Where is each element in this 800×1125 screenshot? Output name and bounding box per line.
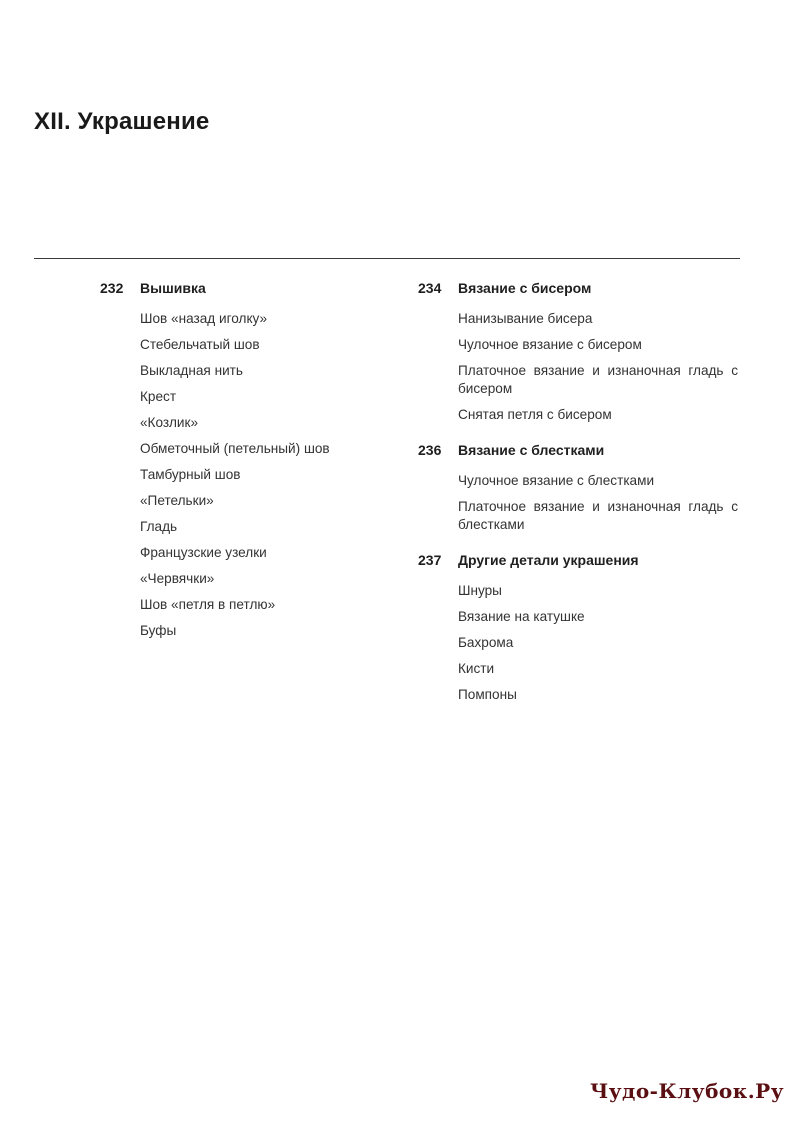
section-heading [418,280,738,302]
section-heading [418,552,738,574]
toc-item: Чулочное вязание с блестками [458,473,655,488]
toc-item: Тамбурный шов [140,467,241,482]
toc-item: Помпоны [458,687,517,702]
section-page-number: 237 [418,552,442,568]
toc-column-left [100,280,390,658]
section-page-number: 234 [418,280,442,296]
section-items [458,310,738,424]
section-page-number: 236 [418,442,442,458]
section-title: Вязание с блестками [458,442,605,458]
section-title: Вязание с бисером [458,280,592,296]
section-title: Другие детали украшения [458,552,639,568]
section-items [458,472,738,534]
toc-item: Буфы [140,623,177,638]
section-heading [100,280,390,302]
toc-item: Гладь [140,519,178,534]
toc-column-right [418,280,738,722]
toc-item: «Червячки» [140,571,215,586]
toc-item: Шов «петля в петлю» [140,597,276,612]
toc-item: Платочное вязание и изнаночная гладь с бисером [458,363,738,396]
toc-item: Платочное вязание и изнаночная гладь с блестками [458,499,738,532]
toc-section-beads [418,280,738,424]
toc-item: Шнуры [458,583,502,598]
toc-item: Крест [140,389,177,404]
toc-item: Бахрома [458,635,514,650]
toc-section-other-details [418,552,738,704]
toc-item: «Козлик» [140,415,198,430]
toc-item: Чулочное вязание с бисером [458,337,642,352]
section-items [140,310,390,640]
title-divider [34,258,740,259]
toc-section-sequins [418,442,738,534]
toc-item: Стебельчатый шов [140,337,260,352]
toc-item: Французские узелки [140,545,267,560]
toc-item: Шов «назад иголку» [140,311,268,326]
chapter-title: XII. Украшение [34,108,210,135]
toc-item: Обметочный (петельный) шов [140,441,330,456]
section-items [458,582,738,704]
section-title: Вышивка [140,280,206,296]
toc-item: Выкладная нить [140,363,243,378]
toc-item: Вязание на катушке [458,609,585,624]
section-page-number: 232 [100,280,124,296]
toc-item: Кисти [458,661,495,676]
toc-item: Нанизывание бисера [458,311,593,326]
toc-section-embroidery [100,280,390,640]
site-watermark: Чудо-Клубок.Ру [589,1079,784,1103]
toc-item: Снятая петля с бисером [458,407,612,422]
toc-item: «Петельки» [140,493,214,508]
section-heading [418,442,738,464]
